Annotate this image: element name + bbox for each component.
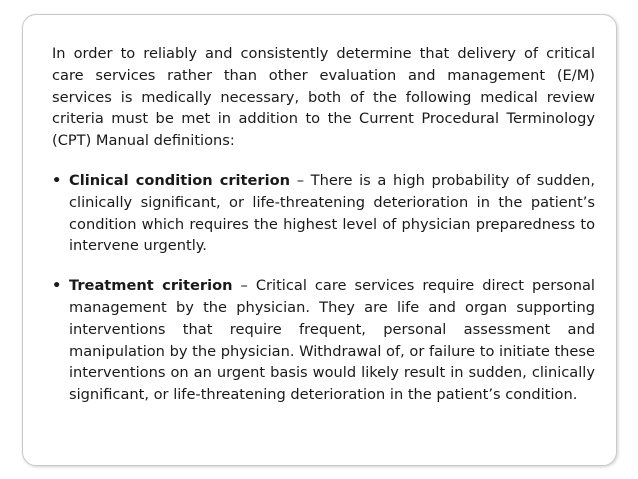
criterion-treatment bbox=[52, 275, 595, 406]
criterion-description: – There is a high probability of sudden, clinically significant, or life-threatening deterioration in the patient’s condition which requires the highest level of physician preparedness to intervene urgently. bbox=[69, 171, 595, 255]
bullet-icon: • bbox=[52, 277, 62, 295]
criterion-clinical-condition bbox=[52, 170, 595, 257]
criterion-term: Clinical condition criterion bbox=[69, 171, 291, 189]
criterion-term: Treatment criterion bbox=[69, 277, 233, 295]
bullet-icon: • bbox=[52, 171, 62, 189]
criteria-list bbox=[52, 170, 595, 406]
slide-content bbox=[52, 43, 595, 424]
intro-paragraph: In order to reliably and consistently determine that delivery of critical care services rather than other evaluation and management (E/M) services is medically necessary, both of the following medical review criteria must be met in addition to the Current Procedural Terminology (CPT) Manual definitions: bbox=[52, 45, 595, 150]
criterion-description: – Critical care services require direct personal management by the physician. They are life and organ supporting interventions that require frequent, personal assessment and manipulation by the physician. Withdrawal of, or failure to initiate these interventions on an urgent basis would likely result in sudden, clinically significant, or life-threatening deterioration in the patient’s condition. bbox=[69, 277, 595, 404]
